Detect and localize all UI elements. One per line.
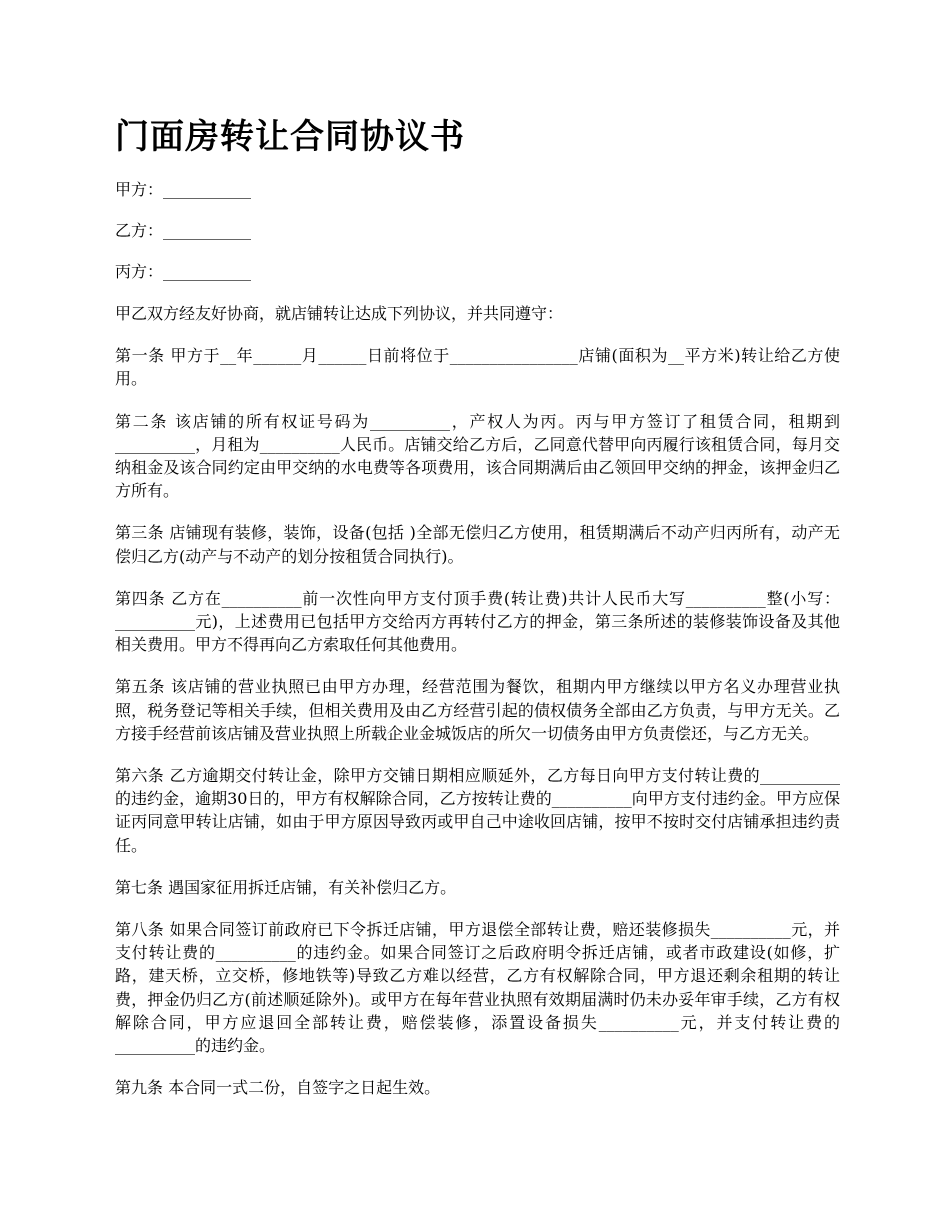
document-page: [115, 112, 840, 1118]
article-2: 第二条 该店铺的所有权证号码为__________，产权人为丙。丙与甲方签订了租赁合同，租期到__________，月租为__________人民币。店铺交给乙方后，乙同意代替甲向丙履行该租赁合同，每月交纳租金及该合同约定由甲交纳的水电费等各项费用，该合同期满后由乙领回甲交纳的押金，该押金归乙方所有。: [115, 411, 840, 501]
article-7: 第七条 遇国家征用拆迁店铺，有关补偿归乙方。: [115, 877, 457, 897]
article-5: 第五条 该店铺的营业执照已由甲方办理，经营范围为餐饮，租期内甲方继续以甲方名义办理营业执照，税务登记等相关手续，但相关费用及由乙方经营引起的债权债务全部由乙方负责，与甲方无关。乙方接手经营前该店铺及营业执照上所载企业金城饭店的所欠一切债务由甲方负责偿还，与乙方无关。: [115, 677, 840, 743]
article-9: 第九条 本合同一式二份，自签字之日起生效。: [115, 1078, 441, 1098]
article-1: 第一条 甲方于__年______月______日前将位于________________店铺(面积为__平方米)转让给乙方使用。: [115, 346, 840, 389]
article-6: 第六条 乙方逾期交付转让金，除甲方交铺日期相应顺延外，乙方每日向甲方支付转让费的__________的违约金，逾期30日的，甲方有权解除合同，乙方按转让费的__________向甲方支付违约金。甲方应保证丙同意甲转让店铺，如由于甲方原因导致丙或甲自己中途收回店铺，按甲不按时交付店铺承担违约责任。: [115, 766, 840, 855]
article-3: 第三条 店铺现有装修，装饰，设备(包括 )全部无偿归乙方使用，租赁期满后不动产归丙所有，动产无偿归乙方(动产与不动产的划分按租赁合同执行)。: [115, 523, 840, 566]
document-title: 门面房转让合同协议书: [115, 117, 465, 157]
article-8: 第八条 如果合同签订前政府已下令拆迁店铺，甲方退偿全部转让费，赔还装修损失__________元，并支付转让费的__________的违约金。如果合同签订之后政府明令拆迁店铺，或者市政建设(如修，扩路，建天桥，立交桥，修地铁等)导致乙方难以经营，乙方有权解除合同，甲方退还剩余租期的转让费，押金仍归乙方(前述顺延除外)。或甲方在每年营业执照有效期届满时仍未办妥年审手续，乙方有权解除合同，甲方应退回全部转让费，赔偿装修，添置设备损失__________元，并支付转让费的__________的违约金。: [115, 920, 840, 1056]
article-4: 第四条 乙方在__________前一次性向甲方支付顶手费(转让费)共计人民币大写__________整(小写：__________元)，上述费用已包括甲方交给丙方再转付乙方的押金，第三条所述的装修装饰设备及其他相关费用。甲方不得再向乙方索取任何其他费用。: [115, 588, 840, 655]
party-c-line: 丙方：___________: [115, 262, 252, 281]
party-b-line: 乙方：___________: [115, 221, 252, 240]
party-a-line: 甲方：___________: [115, 180, 252, 199]
intro-paragraph: 甲乙双方经友好协商，就店铺转让达成下列协议，并共同遵守：: [115, 304, 564, 323]
